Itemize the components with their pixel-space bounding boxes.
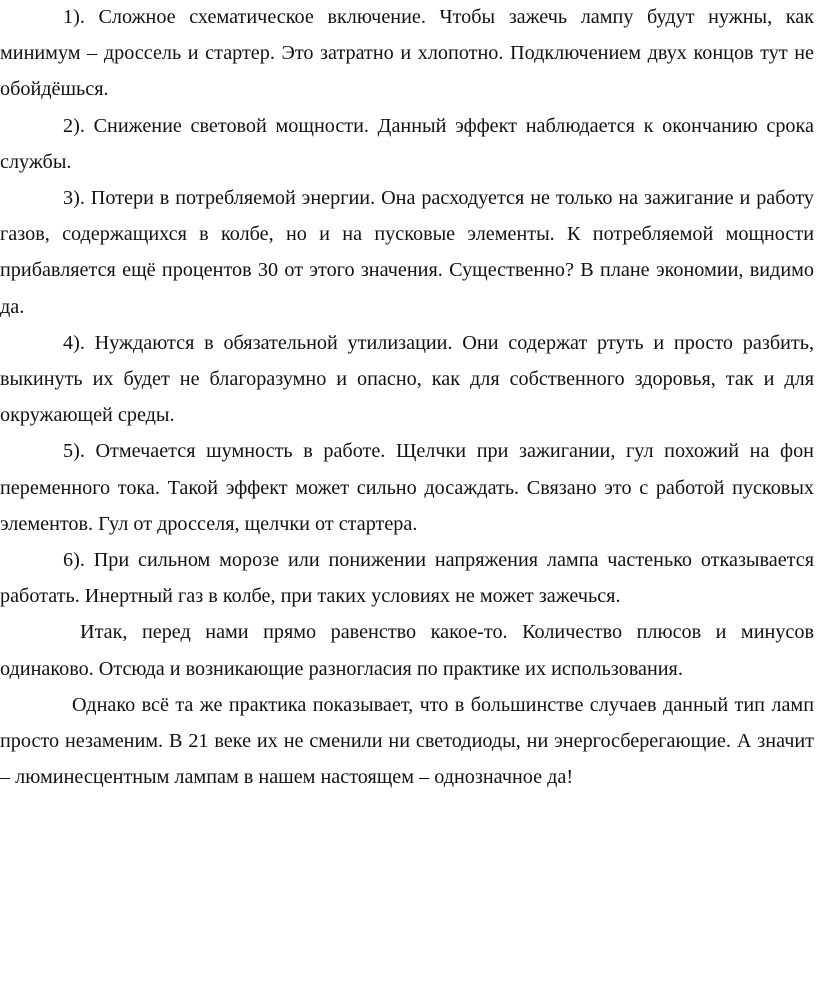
paragraph-light-power-decrease: 2). Снижение световой мощности. Данный эффект наблюдается к окончанию срока службы. (0, 114, 814, 173)
paragraph-complex-wiring: 1). Сложное схематическое включение. Чтобы зажечь лампу будут нужны, как минимум – дроссель и стартер. Это затратно и хлопотно. Подключением двух концов тут не обойдёшься. (0, 6, 814, 101)
paragraph-noise: 5). Отмечается шумность в работе. Щелчки при зажигании, гул похожий на фон переменного тока. Такой эффект может сильно досаждать. Связано это с работой пусковых элементов. Гул от дросселя, щелчки от стартера. (0, 440, 814, 535)
paragraph-summary: Итак, перед нами прямо равенство какое-то. Количество плюсов и минусов одинаково. Отсюда и возникающие разногласия по практике их использования. (0, 621, 814, 680)
paragraph-energy-losses: 3). Потери в потребляемой энергии. Она расходуется не только на зажигание и работу газов, содержащихся в колбе, но и на пусковые элементы. К потребляемой мощности прибавляется ещё процентов 30 от этого значения. Существенно? В плане экономии, видимо да. (0, 187, 814, 318)
paragraph-frost: 6). При сильном морозе или понижении напряжения лампа частенько отказывается работать. Инертный газ в колбе, при таких условиях не может зажечься. (0, 549, 814, 608)
paragraph-disposal: 4). Нуждаются в обязательной утилизации. Они содержат ртуть и просто разбить, выкинуть их будет не благоразумно и опасно, как для собственного здоровья, так и для окружающей среды. (0, 331, 814, 427)
paragraph-conclusion: Однако всё та же практика показывает, что в большинстве случаев данный тип ламп просто незаменим. В 21 веке их не сменили ни светодиоды, ни энергосберегающие. А значит – люминесцентным лампам в нашем настоящем – однозначное да! (0, 693, 814, 789)
